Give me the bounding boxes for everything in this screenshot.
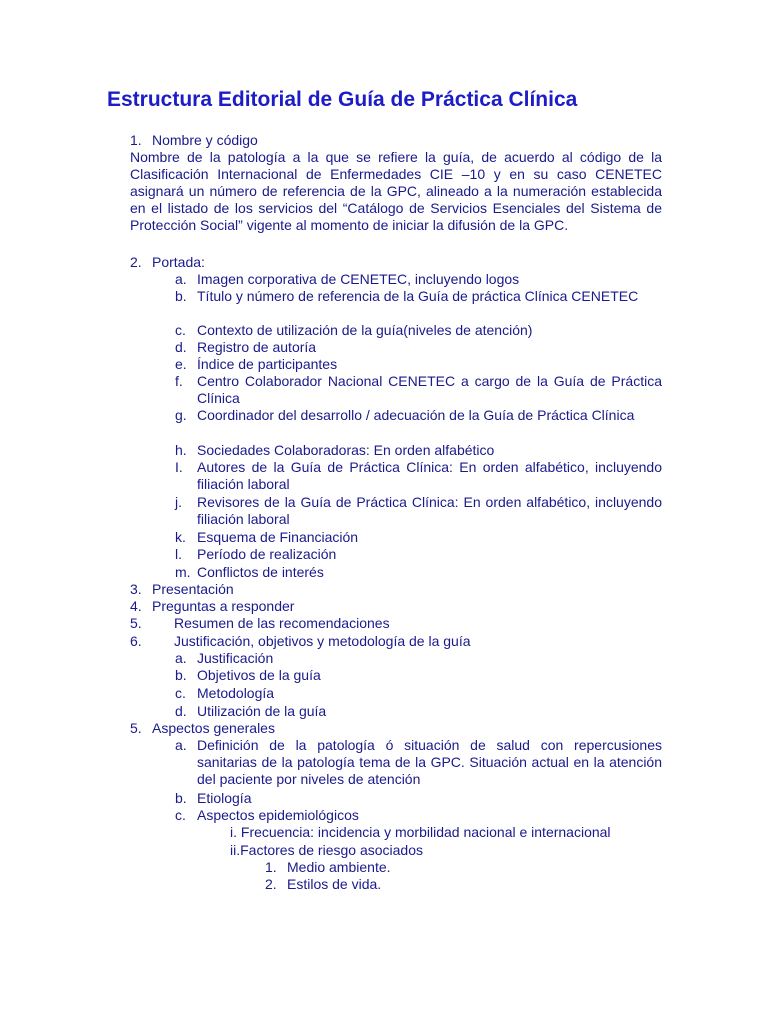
list-item: Revisores de la Guía de Práctica Clínica: En orden alfabético, incluyendo filiación laboral <box>197 494 662 527</box>
list-item: Título y número de referencia de la Guía de práctica Clínica CENETEC <box>197 288 639 304</box>
section-1-paragraph: Nombre de la patología a la que se refiere la guía, de acuerdo al código de la Clasificación Internacional de Enfermedades CIE –10 y en su caso CENETEC asignará un número de referencia de la GPC, alineado a la numeración establecida en el listado de los servicios del “Catálogo de Servicios Esenciales del Sistema de Protección Social” vigente al momento de iniciar la difusión de la GPC. <box>130 149 662 234</box>
list-item: Centro Colaborador Nacional CENETEC a cargo de la Guía de Práctica Clínica <box>197 373 662 406</box>
roman-item: ii.Factores de riesgo asociados <box>230 842 423 858</box>
list-item: Definición de la patología ó situación de salud con repercusiones sanitarias de la patología tema de la GPC. Situación actual en la atención del paciente por niveles de atención <box>197 737 662 787</box>
list-item: Autores de la Guía de Práctica Clínica: En orden alfabético, incluyendo filiación laboral <box>197 459 662 492</box>
list-item: Coordinador del desarrollo / adecuación de la Guía de Práctica Clínica <box>197 407 635 423</box>
page-title: Estructura Editorial de Guía de Práctica Clínica <box>107 88 578 111</box>
roman-item: i. Frecuencia: incidencia y morbilidad nacional e internacional <box>230 824 611 840</box>
document-page: Estructura Editorial de Guía de Práctica Clínica 1. Nombre y código Nombre de la patología a la que se refiere la guía, de acuerdo al código de la Clasificación Internacional de Enfermedades CIE –10 y en su caso CENETEC asignará un número de referencia de la GPC, alineado a la numeración establecida en el listado de los servicios del “Catálogo de Servicios Esenciales del Sistema de Protección Social” vigente al momento de iniciar la difusión de la GPC. 2. Portada: a. Imagen corporativa de CENETEC, incluyendo logos b. Título y número de referencia de la Guía de práctica Clínica CENETEC c. Contexto de utilización de la guía(niveles de atención) d. Registro de autoría e. Índice de participantes f. Centro Colaborador Nacional CENETEC a cargo de la Guía de Práctica Clínica g. Coordinador del desarrollo / adecuación de la Guía de Práctica Clínica h. Sociedades Colaboradoras: En orden alfabético I. Autores de la Guía de Práctica Clínica: En orden alfabético, incluyendo filiación laboral j. Revisores de la Guía de Práctica Clínica: En orden alfabético, incluyendo filiación laboral k. Esquema de Financiación l. Período de realización m. Conflictos de interés 3. Presentación 4. Preguntas a responder 5. Resumen de las recomendaciones 6. Justificación, objetivos y metodología de la guía a. Justificación b. Objetivos de la guía c. Metodología d. Utilización de la guía 5. Aspectos generales a. Definición de la patología ó situación de salud con repercusiones sanitarias de la patología tema de la GPC. Situación actual en la atención del paciente por niveles de atención b. Etiología c. Aspectos epidemiológicos i. Frecuencia: incidencia y morbilidad nacional e internacional ii.Factores de riesgo asociados 1. Medio ambiente. 2. Estilos de vida. <box>107 88 662 892</box>
